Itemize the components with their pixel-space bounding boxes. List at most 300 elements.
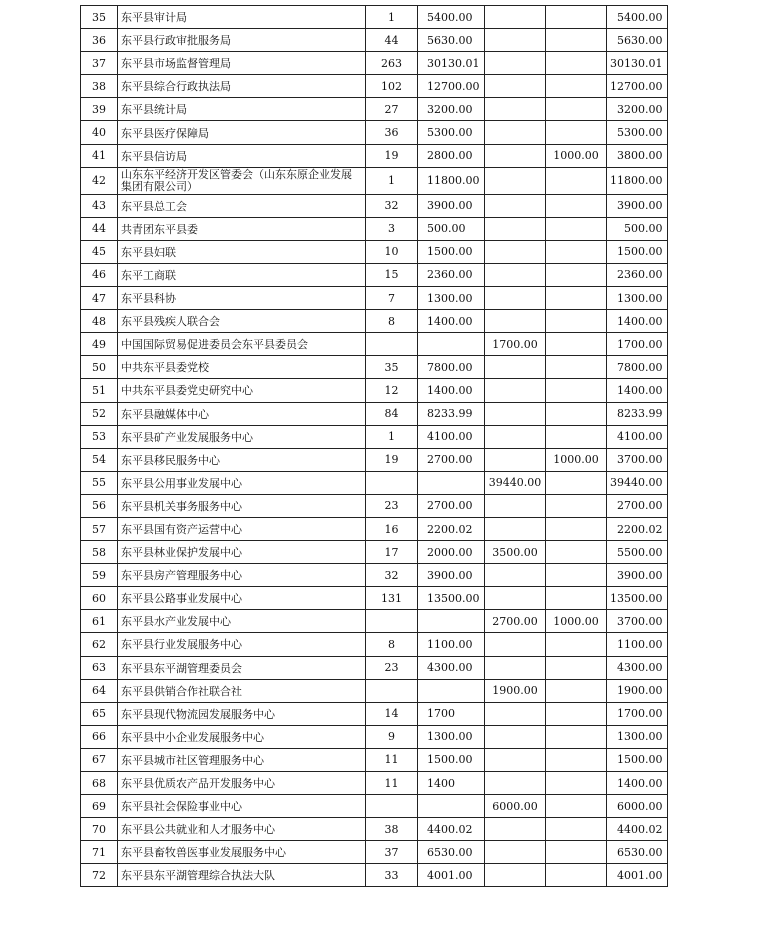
amount-cell: 3900.00 — [418, 564, 485, 587]
other-amount-2-cell — [546, 725, 607, 748]
table-row — [81, 772, 668, 795]
headcount-cell — [366, 333, 418, 356]
unit-name-cell: 东平县林业保护发展中心 — [118, 541, 366, 564]
table-row — [81, 356, 668, 379]
amount-cell — [418, 679, 485, 702]
headcount-cell: 14 — [366, 702, 418, 725]
unit-name-cell: 中国国际贸易促进委员会东平县委员会 — [118, 333, 366, 356]
total-amount-cell: 5500.00 — [607, 541, 668, 564]
total-amount-cell: 3200.00 — [607, 98, 668, 121]
other-amount-2-cell — [546, 52, 607, 75]
headcount-cell: 15 — [366, 263, 418, 286]
other-amount-2-cell — [546, 121, 607, 144]
row-number-cell: 65 — [81, 702, 118, 725]
row-number-cell: 62 — [81, 633, 118, 656]
unit-name-cell: 共青团东平县委 — [118, 217, 366, 240]
other-amount-1-cell — [485, 402, 546, 425]
unit-name-cell: 东平县统计局 — [118, 98, 366, 121]
other-amount-2-cell — [546, 748, 607, 771]
row-number-cell: 37 — [81, 52, 118, 75]
other-amount-1-cell — [485, 425, 546, 448]
other-amount-1-cell — [485, 587, 546, 610]
amount-cell: 1700 — [418, 702, 485, 725]
table-row — [81, 748, 668, 771]
other-amount-2-cell — [546, 633, 607, 656]
row-number-cell: 57 — [81, 517, 118, 540]
row-number-cell: 41 — [81, 144, 118, 167]
other-amount-2-cell — [546, 98, 607, 121]
other-amount-2-cell — [546, 310, 607, 333]
unit-name-cell: 东平县审计局 — [118, 6, 366, 29]
total-amount-cell: 3900.00 — [607, 194, 668, 217]
unit-name-cell: 东平工商联 — [118, 263, 366, 286]
total-amount-cell: 1700.00 — [607, 333, 668, 356]
other-amount-2-cell — [546, 471, 607, 494]
other-amount-1-cell — [485, 287, 546, 310]
other-amount-1-cell: 1900.00 — [485, 679, 546, 702]
unit-name-cell: 东平县房产管理服务中心 — [118, 564, 366, 587]
amount-cell: 11800.00 — [418, 167, 485, 194]
total-amount-cell: 1300.00 — [607, 287, 668, 310]
total-amount-cell: 5400.00 — [607, 6, 668, 29]
other-amount-1-cell — [485, 379, 546, 402]
amount-cell: 5300.00 — [418, 121, 485, 144]
table-row — [81, 98, 668, 121]
other-amount-1-cell — [485, 818, 546, 841]
row-number-cell: 60 — [81, 587, 118, 610]
amount-cell — [418, 333, 485, 356]
amount-cell: 3200.00 — [418, 98, 485, 121]
headcount-cell: 19 — [366, 448, 418, 471]
row-number-cell: 49 — [81, 333, 118, 356]
row-number-cell: 47 — [81, 287, 118, 310]
other-amount-2-cell — [546, 702, 607, 725]
total-amount-cell: 13500.00 — [607, 587, 668, 610]
row-number-cell: 50 — [81, 356, 118, 379]
amount-cell: 2700.00 — [418, 494, 485, 517]
headcount-cell: 19 — [366, 144, 418, 167]
unit-name-cell: 东平县国有资产运营中心 — [118, 517, 366, 540]
amount-cell: 500.00 — [418, 217, 485, 240]
other-amount-2-cell: 1000.00 — [546, 144, 607, 167]
table-body — [81, 6, 668, 887]
row-number-cell: 55 — [81, 471, 118, 494]
other-amount-2-cell — [546, 194, 607, 217]
headcount-cell: 131 — [366, 587, 418, 610]
amount-cell: 8233.99 — [418, 402, 485, 425]
other-amount-1-cell: 2700.00 — [485, 610, 546, 633]
table-row — [81, 864, 668, 887]
unit-name-cell: 东平县畜牧兽医事业发展服务中心 — [118, 841, 366, 864]
total-amount-cell: 6530.00 — [607, 841, 668, 864]
amount-cell: 1100.00 — [418, 633, 485, 656]
budget-table — [80, 5, 668, 887]
row-number-cell: 69 — [81, 795, 118, 818]
total-amount-cell: 3700.00 — [607, 448, 668, 471]
headcount-cell: 1 — [366, 425, 418, 448]
other-amount-2-cell — [546, 772, 607, 795]
row-number-cell: 70 — [81, 818, 118, 841]
other-amount-2-cell — [546, 379, 607, 402]
total-amount-cell: 1500.00 — [607, 240, 668, 263]
other-amount-2-cell — [546, 564, 607, 587]
other-amount-1-cell: 3500.00 — [485, 541, 546, 564]
unit-name-cell: 中共东平县委党史研究中心 — [118, 379, 366, 402]
other-amount-1-cell — [485, 52, 546, 75]
unit-name-cell: 东平县城市社区管理服务中心 — [118, 748, 366, 771]
headcount-cell: 27 — [366, 98, 418, 121]
unit-name-cell: 东平县行业发展服务中心 — [118, 633, 366, 656]
headcount-cell: 263 — [366, 52, 418, 75]
other-amount-2-cell — [546, 75, 607, 98]
table-row — [81, 517, 668, 540]
table-row — [81, 52, 668, 75]
other-amount-1-cell — [485, 240, 546, 263]
headcount-cell: 1 — [366, 167, 418, 194]
other-amount-1-cell — [485, 564, 546, 587]
amount-cell — [418, 471, 485, 494]
other-amount-2-cell — [546, 517, 607, 540]
unit-name-cell: 东平县供销合作社联合社 — [118, 679, 366, 702]
row-number-cell: 40 — [81, 121, 118, 144]
unit-name-cell: 东平县融媒体中心 — [118, 402, 366, 425]
other-amount-1-cell — [485, 310, 546, 333]
other-amount-1-cell — [485, 772, 546, 795]
other-amount-2-cell — [546, 425, 607, 448]
total-amount-cell: 5300.00 — [607, 121, 668, 144]
headcount-cell: 35 — [366, 356, 418, 379]
headcount-cell: 17 — [366, 541, 418, 564]
total-amount-cell: 1400.00 — [607, 379, 668, 402]
headcount-cell: 3 — [366, 217, 418, 240]
other-amount-2-cell: 1000.00 — [546, 448, 607, 471]
total-amount-cell: 4001.00 — [607, 864, 668, 887]
total-amount-cell: 1500.00 — [607, 748, 668, 771]
headcount-cell: 23 — [366, 656, 418, 679]
other-amount-2-cell — [546, 656, 607, 679]
unit-name-cell: 东平县公共就业和人才服务中心 — [118, 818, 366, 841]
headcount-cell: 23 — [366, 494, 418, 517]
row-number-cell: 59 — [81, 564, 118, 587]
headcount-cell: 44 — [366, 29, 418, 52]
row-number-cell: 66 — [81, 725, 118, 748]
total-amount-cell: 1100.00 — [607, 633, 668, 656]
other-amount-2-cell — [546, 818, 607, 841]
row-number-cell: 61 — [81, 610, 118, 633]
other-amount-2-cell — [546, 494, 607, 517]
other-amount-1-cell — [485, 656, 546, 679]
unit-name-cell: 东平县机关事务服务中心 — [118, 494, 366, 517]
amount-cell: 1500.00 — [418, 748, 485, 771]
amount-cell: 2000.00 — [418, 541, 485, 564]
total-amount-cell: 2200.02 — [607, 517, 668, 540]
table-row — [81, 217, 668, 240]
total-amount-cell: 8233.99 — [607, 402, 668, 425]
other-amount-1-cell: 39440.00 — [485, 471, 546, 494]
unit-name-cell: 东平县东平湖管理综合执法大队 — [118, 864, 366, 887]
table-row — [81, 587, 668, 610]
row-number-cell: 53 — [81, 425, 118, 448]
total-amount-cell: 4300.00 — [607, 656, 668, 679]
table-row — [81, 379, 668, 402]
other-amount-1-cell — [485, 494, 546, 517]
row-number-cell: 42 — [81, 167, 118, 194]
other-amount-2-cell — [546, 287, 607, 310]
other-amount-1-cell — [485, 356, 546, 379]
headcount-cell: 38 — [366, 818, 418, 841]
table-row — [81, 841, 668, 864]
row-number-cell: 35 — [81, 6, 118, 29]
unit-name-cell: 东平县社会保险事业中心 — [118, 795, 366, 818]
other-amount-1-cell — [485, 633, 546, 656]
row-number-cell: 43 — [81, 194, 118, 217]
amount-cell — [418, 795, 485, 818]
other-amount-2-cell — [546, 841, 607, 864]
headcount-cell — [366, 471, 418, 494]
total-amount-cell: 3800.00 — [607, 144, 668, 167]
amount-cell: 1500.00 — [418, 240, 485, 263]
amount-cell — [418, 610, 485, 633]
row-number-cell: 39 — [81, 98, 118, 121]
total-amount-cell: 6000.00 — [607, 795, 668, 818]
unit-name-cell: 东平县矿产业发展服务中心 — [118, 425, 366, 448]
total-amount-cell: 500.00 — [607, 217, 668, 240]
unit-name-cell: 东平县现代物流园发展服务中心 — [118, 702, 366, 725]
amount-cell: 2200.02 — [418, 517, 485, 540]
total-amount-cell: 5630.00 — [607, 29, 668, 52]
other-amount-1-cell: 1700.00 — [485, 333, 546, 356]
amount-cell: 1400 — [418, 772, 485, 795]
headcount-cell: 37 — [366, 841, 418, 864]
headcount-cell: 11 — [366, 772, 418, 795]
row-number-cell: 56 — [81, 494, 118, 517]
headcount-cell — [366, 679, 418, 702]
table-row — [81, 6, 668, 29]
other-amount-1-cell — [485, 217, 546, 240]
table-row — [81, 656, 668, 679]
unit-name-cell: 东平县东平湖管理委员会 — [118, 656, 366, 679]
total-amount-cell: 4100.00 — [607, 425, 668, 448]
row-number-cell: 67 — [81, 748, 118, 771]
other-amount-1-cell — [485, 75, 546, 98]
row-number-cell: 46 — [81, 263, 118, 286]
row-number-cell: 45 — [81, 240, 118, 263]
total-amount-cell: 2700.00 — [607, 494, 668, 517]
amount-cell: 4400.02 — [418, 818, 485, 841]
total-amount-cell: 3700.00 — [607, 610, 668, 633]
row-number-cell: 52 — [81, 402, 118, 425]
headcount-cell — [366, 610, 418, 633]
other-amount-1-cell — [485, 748, 546, 771]
headcount-cell: 9 — [366, 725, 418, 748]
amount-cell: 4100.00 — [418, 425, 485, 448]
table-row — [81, 75, 668, 98]
total-amount-cell: 7800.00 — [607, 356, 668, 379]
table-row — [81, 121, 668, 144]
unit-name-cell: 东平县行政审批服务局 — [118, 29, 366, 52]
row-number-cell: 72 — [81, 864, 118, 887]
other-amount-1-cell — [485, 167, 546, 194]
headcount-cell: 36 — [366, 121, 418, 144]
row-number-cell: 51 — [81, 379, 118, 402]
unit-name-cell: 东平县妇联 — [118, 240, 366, 263]
row-number-cell: 58 — [81, 541, 118, 564]
table-row — [81, 167, 668, 194]
amount-cell: 13500.00 — [418, 587, 485, 610]
other-amount-2-cell — [546, 402, 607, 425]
total-amount-cell: 1400.00 — [607, 310, 668, 333]
amount-cell: 30130.01 — [418, 52, 485, 75]
amount-cell: 5400.00 — [418, 6, 485, 29]
unit-name-cell: 中共东平县委党校 — [118, 356, 366, 379]
row-number-cell: 48 — [81, 310, 118, 333]
unit-name-cell: 东平县医疗保障局 — [118, 121, 366, 144]
amount-cell: 3900.00 — [418, 194, 485, 217]
table-row — [81, 263, 668, 286]
amount-cell: 6530.00 — [418, 841, 485, 864]
unit-name-cell: 东平县中小企业发展服务中心 — [118, 725, 366, 748]
headcount-cell — [366, 795, 418, 818]
other-amount-1-cell — [485, 263, 546, 286]
table-row — [81, 287, 668, 310]
row-number-cell: 36 — [81, 29, 118, 52]
row-number-cell: 68 — [81, 772, 118, 795]
total-amount-cell: 2360.00 — [607, 263, 668, 286]
other-amount-2-cell — [546, 587, 607, 610]
other-amount-1-cell — [485, 448, 546, 471]
unit-name-cell: 东平县水产业发展中心 — [118, 610, 366, 633]
other-amount-1-cell: 6000.00 — [485, 795, 546, 818]
row-number-cell: 44 — [81, 217, 118, 240]
table-row — [81, 448, 668, 471]
headcount-cell: 84 — [366, 402, 418, 425]
budget-table-page — [80, 5, 668, 887]
other-amount-2-cell — [546, 864, 607, 887]
other-amount-2-cell — [546, 217, 607, 240]
other-amount-2-cell — [546, 29, 607, 52]
other-amount-1-cell — [485, 29, 546, 52]
amount-cell: 2700.00 — [418, 448, 485, 471]
total-amount-cell: 30130.01 — [607, 52, 668, 75]
table-row — [81, 144, 668, 167]
total-amount-cell: 1700.00 — [607, 702, 668, 725]
table-row — [81, 818, 668, 841]
headcount-cell: 16 — [366, 517, 418, 540]
unit-name-cell: 东平县信访局 — [118, 144, 366, 167]
table-row — [81, 333, 668, 356]
table-row — [81, 310, 668, 333]
headcount-cell: 1 — [366, 6, 418, 29]
headcount-cell: 102 — [366, 75, 418, 98]
table-row — [81, 194, 668, 217]
table-row — [81, 795, 668, 818]
headcount-cell: 33 — [366, 864, 418, 887]
unit-name-cell: 东平县公路事业发展中心 — [118, 587, 366, 610]
other-amount-1-cell — [485, 517, 546, 540]
other-amount-2-cell — [546, 333, 607, 356]
table-row — [81, 702, 668, 725]
row-number-cell: 64 — [81, 679, 118, 702]
other-amount-2-cell — [546, 541, 607, 564]
table-row — [81, 679, 668, 702]
amount-cell: 1400.00 — [418, 379, 485, 402]
total-amount-cell: 1900.00 — [607, 679, 668, 702]
other-amount-2-cell — [546, 679, 607, 702]
unit-name-cell: 东平县移民服务中心 — [118, 448, 366, 471]
amount-cell: 4001.00 — [418, 864, 485, 887]
unit-name-cell: 东平县残疾人联合会 — [118, 310, 366, 333]
other-amount-2-cell — [546, 167, 607, 194]
headcount-cell: 12 — [366, 379, 418, 402]
row-number-cell: 71 — [81, 841, 118, 864]
total-amount-cell: 1400.00 — [607, 772, 668, 795]
other-amount-1-cell — [485, 841, 546, 864]
other-amount-1-cell — [485, 194, 546, 217]
amount-cell: 1400.00 — [418, 310, 485, 333]
total-amount-cell: 11800.00 — [607, 167, 668, 194]
table-row — [81, 564, 668, 587]
other-amount-1-cell — [485, 121, 546, 144]
other-amount-1-cell — [485, 6, 546, 29]
headcount-cell: 8 — [366, 633, 418, 656]
amount-cell: 1300.00 — [418, 287, 485, 310]
row-number-cell: 38 — [81, 75, 118, 98]
total-amount-cell: 4400.02 — [607, 818, 668, 841]
row-number-cell: 63 — [81, 656, 118, 679]
other-amount-2-cell — [546, 356, 607, 379]
unit-name-cell: 东平县公用事业发展中心 — [118, 471, 366, 494]
unit-name-cell: 山东东平经济开发区管委会（山东东原企业发展集团有限公司） — [118, 167, 366, 194]
other-amount-1-cell — [485, 864, 546, 887]
total-amount-cell: 12700.00 — [607, 75, 668, 98]
total-amount-cell: 1300.00 — [607, 725, 668, 748]
amount-cell: 1300.00 — [418, 725, 485, 748]
table-row — [81, 29, 668, 52]
total-amount-cell: 3900.00 — [607, 564, 668, 587]
headcount-cell: 32 — [366, 194, 418, 217]
amount-cell: 2800.00 — [418, 144, 485, 167]
amount-cell: 5630.00 — [418, 29, 485, 52]
headcount-cell: 11 — [366, 748, 418, 771]
other-amount-2-cell: 1000.00 — [546, 610, 607, 633]
other-amount-1-cell — [485, 725, 546, 748]
table-row — [81, 240, 668, 263]
amount-cell: 2360.00 — [418, 263, 485, 286]
total-amount-cell: 39440.00 — [607, 471, 668, 494]
headcount-cell: 8 — [366, 310, 418, 333]
amount-cell: 4300.00 — [418, 656, 485, 679]
other-amount-2-cell — [546, 6, 607, 29]
row-number-cell: 54 — [81, 448, 118, 471]
table-row — [81, 541, 668, 564]
amount-cell: 12700.00 — [418, 75, 485, 98]
table-row — [81, 402, 668, 425]
other-amount-1-cell — [485, 98, 546, 121]
other-amount-2-cell — [546, 240, 607, 263]
other-amount-1-cell — [485, 144, 546, 167]
unit-name-cell: 东平县综合行政执法局 — [118, 75, 366, 98]
table-row — [81, 494, 668, 517]
unit-name-cell: 东平县市场监督管理局 — [118, 52, 366, 75]
table-row — [81, 725, 668, 748]
unit-name-cell: 东平县总工会 — [118, 194, 366, 217]
table-row — [81, 633, 668, 656]
table-row — [81, 471, 668, 494]
other-amount-1-cell — [485, 702, 546, 725]
table-row — [81, 610, 668, 633]
unit-name-cell: 东平县科协 — [118, 287, 366, 310]
other-amount-2-cell — [546, 795, 607, 818]
